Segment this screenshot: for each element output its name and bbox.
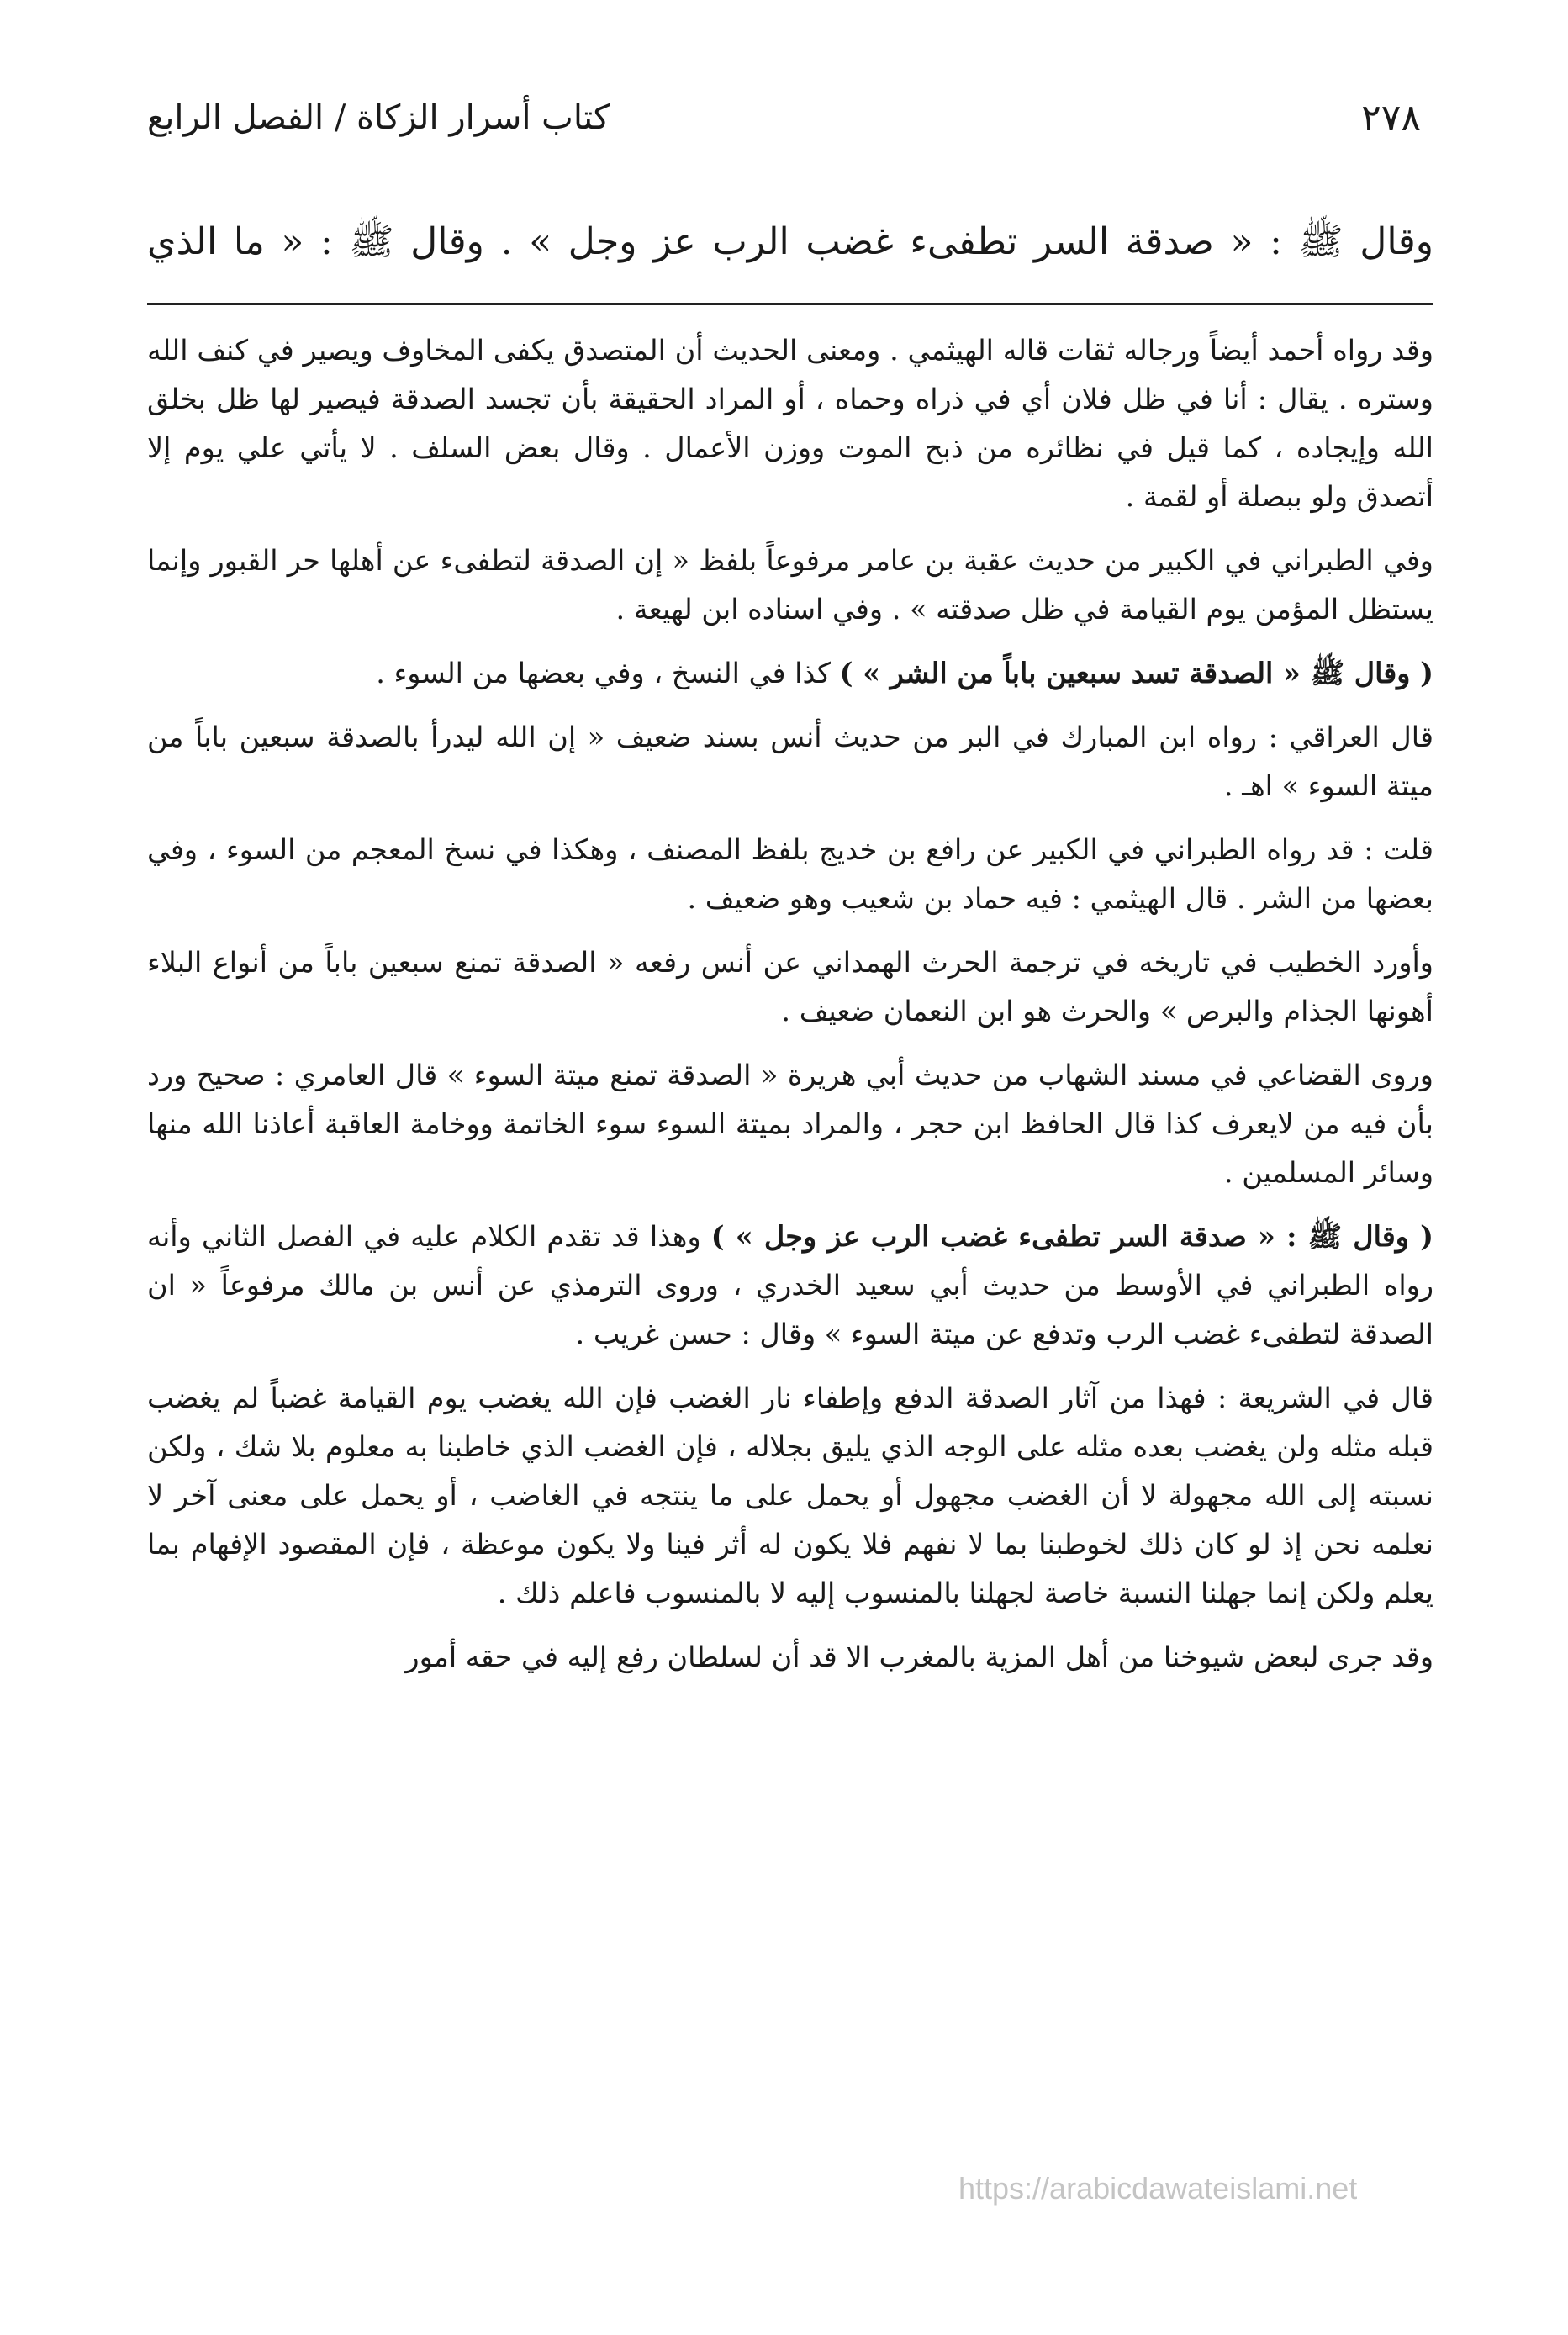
running-title: كتاب أسرار الزكاة / الفصل الرابع xyxy=(147,98,610,137)
paragraph-text: وقد رواه أحمد أيضاً ورجاله ثقات قاله الهيثمي . ومعنى الحديث أن المتصدق يكفى المخاوف ويصير في كنف الله وستره . يقال : أنا في ظل فلان أي في ذراه وحماه ، أو المراد الحقيقة بأن تجسد الصدقة فيصير لها ظل بخلق الله وإيجاده ، كما قيل في نظائره من ذبح الموت ووزن الأعمال . وقال بعض السلف . لا يأتي علي يوم إلا أتصدق ولو ببصلة أو لقمة . xyxy=(147,334,1433,513)
quoted-lead: ( وقال ﷺ : « صدقة السر تطفىء غضب الرب عز وجل » ) xyxy=(710,1220,1433,1253)
paragraph-text: وأورد الخطيب في تاريخه في ترجمة الحرث الهمداني عن أنس رفعه « الصدقة تمنع سبعين باباً من أنواع البلاء أهونها الجذام والبرص » والحرث هو ابن النعمان ضعيف . xyxy=(147,946,1433,1028)
commentary-paragraph xyxy=(147,649,1433,698)
paragraph-text: وفي الطبراني في الكبير من حديث عقبة بن عامر مرفوعاً بلفظ « إن الصدقة لتطفىء عن أهلها حر القبور وإنما يستظل المؤمن يوم القيامة في ظل صدقته » . وفي اسناده ابن لهيعة . xyxy=(147,544,1433,626)
quoted-lead: ( وقال ﷺ « الصدقة تسد سبعين باباً من الشر » ) xyxy=(839,657,1433,689)
main-text-line: وقال ﷺ : « صدقة السر تطفىء غضب الرب عز وجل » . وقال ﷺ : « ما الذي xyxy=(147,220,1433,263)
paragraph-text: وقد جرى لبعض شيوخنا من أهل المزية بالمغرب الا قد أن لسلطان رفع إليه في حقه أمور xyxy=(405,1640,1433,1673)
paragraph-text: قال في الشريعة : فهذا من آثار الصدقة الدفع وإطفاء نار الغضب فإن الله يغضب يوم القيامة غضباً لم يغضب قبله مثله ولن يغضب بعده مثله على الوجه الذي يليق بجلاله ، فإن الغضب الذي خاطبنا به معلوم بلا شك ، ولكن نسبته إلى الله مجهولة لا أن الغضب مجهول أو يحمل على ما ينتجه في الغاضب ، أو يحمل على معنى آخر لا نعلمه نحن إذ لو كان ذلك لخوطبنا بما لا نفهم فلا يكون له أثر فينا ولا يكون موعظة ، فإن المقصود الإفهام بما يعلم ولكن إنما جهلنا النسبة خاصة لجهلنا بالمنسوب إليه لا بالمنسوب فاعلم ذلك . xyxy=(147,1381,1433,1609)
commentary-paragraph xyxy=(147,326,1433,521)
commentary-paragraph xyxy=(147,1212,1433,1359)
commentary-paragraph xyxy=(147,536,1433,634)
paragraph-text: كذا في النسخ ، وفي بعضها من السوء . xyxy=(376,657,831,689)
running-header xyxy=(147,88,1421,147)
paragraph-text: قلت : قد رواه الطبراني في الكبير عن رافع بن خديج بلفظ المصنف ، وهكذا في نسخ المعجم من السوء ، وفي بعضها من الشر . قال الهيثمي : فيه حماد بن شعيب وهو ضعيف . xyxy=(147,833,1433,915)
commentary-paragraph xyxy=(147,1051,1433,1197)
commentary-paragraph xyxy=(147,1374,1433,1618)
paragraph-text: وهذا قد تقدم الكلام عليه في الفصل الثاني وأنه رواه الطبراني في الأوسط من حديث أبي سعيد الخدري ، وروى الترمذي عن أنس بن مالك مرفوعاً « ان الصدقة لتطفىء غضب الرب وتدفع عن ميتة السوء » وقال : حسن غريب . xyxy=(147,1220,1433,1350)
watermark-url: https://arabicdawateislami.net xyxy=(958,2171,1358,2206)
commentary-paragraph xyxy=(147,1633,1433,1682)
page-number: ٢٧٨ xyxy=(1361,96,1421,140)
commentary-paragraph xyxy=(147,938,1433,1036)
paragraph-text: وروى القضاعي في مسند الشهاب من حديث أبي هريرة « الصدقة تمنع ميتة السوء » قال العامري : صحيح ورد بأن فيه من لايعرف كذا قال الحافظ ابن حجر ، والمراد بميتة السوء سوء الخاتمة ووخامة العاقبة أعاذنا الله منها وسائر المسلمين . xyxy=(147,1059,1433,1189)
commentary-section xyxy=(147,326,1433,2176)
commentary-paragraph xyxy=(147,826,1433,923)
commentary-paragraph xyxy=(147,713,1433,811)
paragraph-text: قال العراقي : رواه ابن المبارك في البر من حديث أنس بسند ضعيف « إن الله ليدرأ بالصدقة سبعين باباً من ميتة السوء » اهـ . xyxy=(147,721,1433,802)
footnote-divider xyxy=(147,303,1433,305)
